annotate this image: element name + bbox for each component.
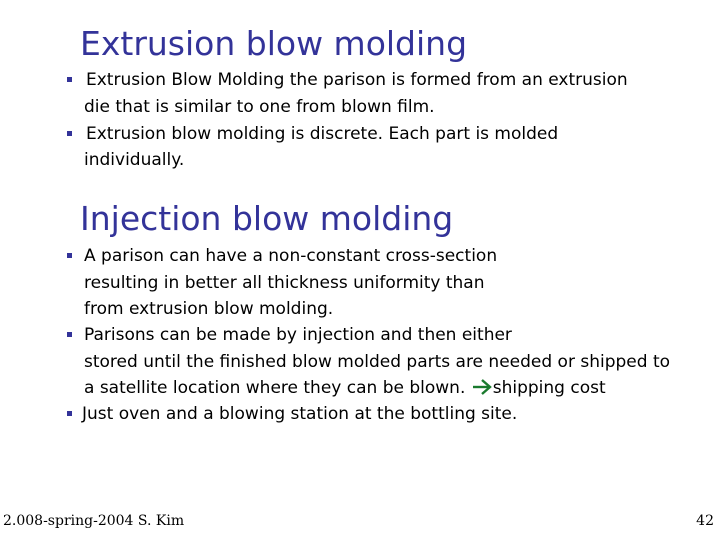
bullet-text-line: Just oven and a blowing station at the bottling site. xyxy=(82,404,518,424)
right-arrow-icon xyxy=(471,378,493,396)
bullet-text-line: stored until the finished blow molded parts are needed or shipped to xyxy=(84,352,671,372)
square-bullet-icon xyxy=(67,411,72,416)
bullet-text-line: die that is similar to one from blown film. xyxy=(84,97,435,117)
section-heading-extrusion: Extrusion blow molding xyxy=(80,24,468,63)
bullet-text-line: resulting in better all thickness uniformity than xyxy=(84,273,485,293)
square-bullet-icon xyxy=(67,253,72,258)
bullet-text-line: A parison can have a non-constant cross-section xyxy=(84,246,498,266)
square-bullet-icon xyxy=(67,131,72,136)
square-bullet-icon xyxy=(67,332,72,337)
square-bullet-icon xyxy=(67,77,72,82)
arrow-callout-text: shipping cost xyxy=(492,378,606,398)
page-number: 42 xyxy=(696,513,714,529)
bullet-text-line: Extrusion Blow Molding the parison is formed from an extrusion xyxy=(86,70,628,90)
bullet-text-line: individually. xyxy=(84,150,185,170)
bullet-text-line xyxy=(84,375,606,401)
bullet-text-line: Extrusion blow molding is discrete. Each part is molded xyxy=(86,124,559,144)
section-heading-injection: Injection blow molding xyxy=(80,199,454,238)
bullet-text-segment: a satellite location where they can be blown. xyxy=(84,378,471,398)
bullet-text-line: Parisons can be made by injection and then either xyxy=(84,325,512,345)
bullet-text-line: from extrusion blow molding. xyxy=(84,299,334,319)
footer-course-label: 2.008-spring-2004 S. Kim xyxy=(3,513,185,529)
